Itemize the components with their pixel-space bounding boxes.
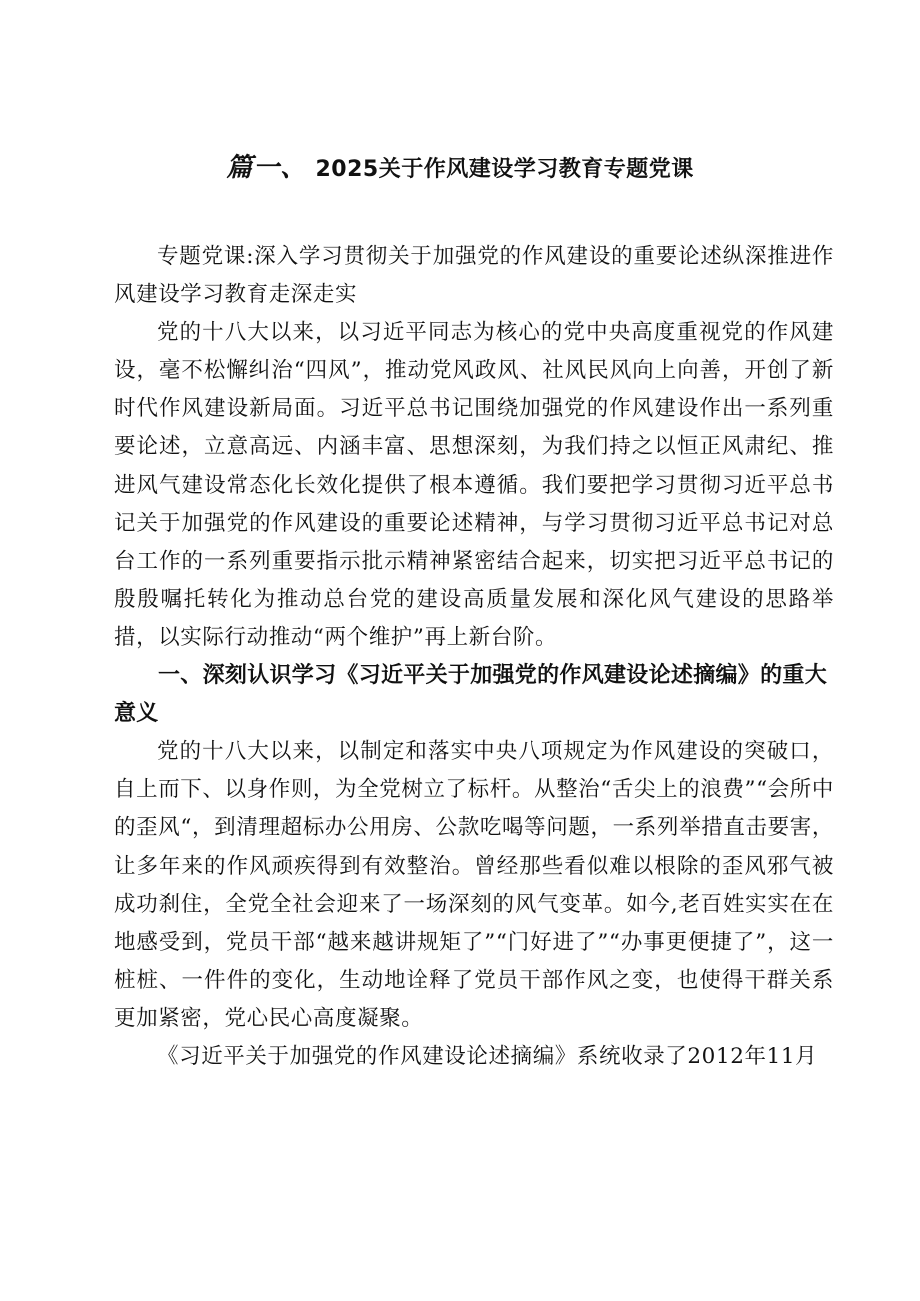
intro-paragraph: 党的十八大以来，以习近平同志为核心的党中央高度重视党的作风建设，毫不松懈纠治“四风”，推动党风政风、社风民风向上向善，开创了新时代作风建设新局面。习近平总书记围绕加强党的作风建设作出一系列重要论述，立意高远、内涵丰富、思想深刻，为我们持之以恒正风肃纪、推进风气建设常态化长效化提供了根本遵循。我们要把学习贯彻习近平总书记关于加强党的作风建设的重要论述精神，与学习贯彻习近平总书记对总台工作的一系列重要指示批示精神紧密结合起来，切实把习近平总书记的殷殷嘱托转化为推动总台党的建设高质量发展和深化风气建设的思路举措，以实际行动推动“两个维护”再上新台阶。	[114, 320, 834, 650]
document-body	[114, 238, 834, 1076]
section-heading-1: 一、深刻认识学习《习近平关于加强党的作风建设论述摘编》的重大意义	[114, 663, 828, 727]
section-1-paragraph-cont: 《习近平关于加强党的作风建设论述摘编》系统收录了2012年11月	[157, 1043, 818, 1069]
document-title	[0, 150, 920, 188]
title-prefix: 篇一、	[226, 153, 308, 183]
subtitle-paragraph: 专题党课:深入学习贯彻关于加强党的作风建设的重要论述纵深推进作风建设学习教育走深走实	[114, 244, 834, 308]
title-text: 2025关于作风建设学习教育专题党课	[315, 157, 694, 182]
section-1-paragraph: 党的十八大以来，以制定和落实中央八项规定为作风建设的突破口，自上而下、以身作则，为全党树立了标杆。从整治“舌尖上的浪费”“会所中的歪风“，到清理超标办公用房、公款吃喝等问题，一系列举措直击要害，让多年来的作风顽疾得到有效整治。曾经那些看似难以根除的歪风邪气被成功刹住，全党全社会迎来了一场深刻的风气变革。如今,老百姓实实在在地感受到，党员干部“越来越讲规矩了”“门好进了”“办事更便捷了”，这一桩桩、一件件的变化，生动地诠释了党员干部作风之变，也使得干群关系更加紧密，党心民心高度凝聚。	[114, 739, 834, 1031]
